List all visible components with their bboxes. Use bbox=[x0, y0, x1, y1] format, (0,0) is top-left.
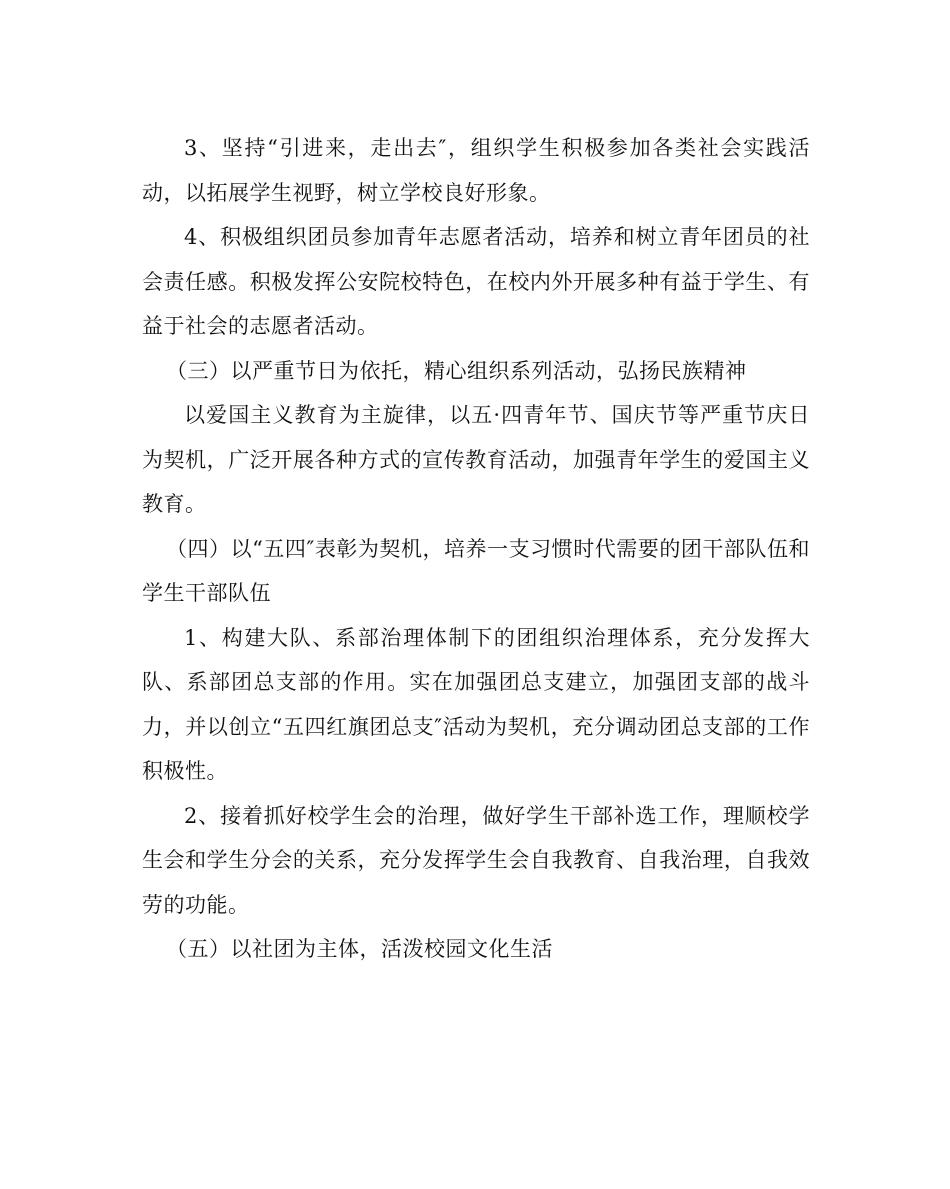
section-heading-3: （三）以严重节日为依托，精心组织系列活动，弘扬民族精神 bbox=[166, 358, 747, 383]
paragraph-item-2: 2、接着抓好校学生会的治理，做好学生干部补选工作，理顺校学生会和学生分会的关系，充分发挥学生会自我教育、自我治理，自我效劳的功能。 bbox=[142, 803, 810, 917]
paragraph-item-4: 4、积极组织团员参加青年志愿者活动，培养和树立青年团员的社会责任感。积极发挥公安院校特色，在校内外开展多种有益于学生、有益于社会的志愿者活动。 bbox=[142, 225, 810, 338]
section-heading-5: （五）以社团为主体，活泼校园文化生活 bbox=[166, 937, 553, 961]
paragraph-item-3: 3、坚持“引进来，走出去″，组织学生积极参加各类社会实践活动，以拓展学生视野，树立学校良好形象。 bbox=[142, 136, 810, 205]
paragraph-patriotic-education: 以爱国主义教育为主旋律，以五·四青年节、国庆节等严重节庆日为契机，广泛开展各种方式的宣传教育活动，加强青年学生的爱国主义教育。 bbox=[142, 403, 810, 516]
document-body bbox=[142, 126, 810, 972]
paragraph-item-1: 1、构建大队、系部治理体制下的团组织治理体系，充分发挥大队、系部团总支部的作用。实在加强团总支建立，加强团支部的战斗力，并以创立“五四红旗团总支″活动为契机，充分调动团总支部的工作积极性。 bbox=[142, 625, 810, 783]
section-heading-4: （四）以“五四″表彰为契机，培养一支习惯时代需要的团干部队伍和学生干部队伍 bbox=[142, 536, 810, 605]
